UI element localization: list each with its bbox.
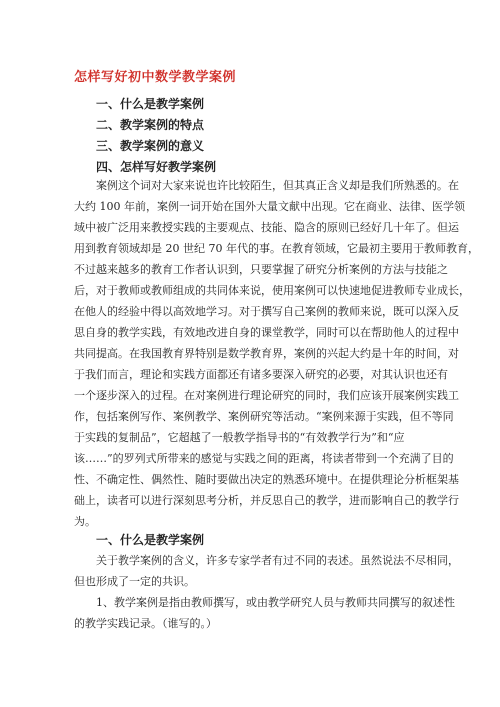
paragraph-line: 但也形成了一定的共识。 [74,575,195,588]
paragraph-line: 1、教学案例是指由教师撰写，或由教学研究人员与教师共同撰写的叙述性 [96,596,455,609]
paragraph-line: 在他人的经验中得以高效地学习。对于撰写自己案例的教师来说，既可以深入反 [74,305,459,318]
paragraph-line: 为。 [74,515,96,528]
paragraph-line: 于我们而言，理论和实践方面都还有诸多要深入研究的必要，对其认识也还有 [74,368,448,381]
paragraph-line: 于实践的复制品”，它超越了一般教学指导书的“有效教学行为”和“应 [74,431,405,444]
toc-item: 二、教学案例的特点 [96,118,205,132]
paragraph-line: 的教学实践记录。（谁写的。） [74,617,217,630]
paragraph-line: 共同提高。在我国教育界特别是数学教育界，案例的兴起大约是十年的时间，对 [74,347,459,360]
paragraph-line: 大约 100 年前，案例一词开始在国外大量文献中出现。它在商业、法律、医学领 [74,200,465,213]
toc-item: 三、教学案例的意义 [96,139,205,153]
table-of-contents [96,94,396,178]
paragraph-line: 一个逐步深入的过程。在对案例进行理论研究的同时，我们应该开展案例实践工 [74,389,459,402]
body-paragraph [74,175,479,532]
paragraph-line: 关于教学案例的含义，许多专家学者有过不同的表述。虽然说法不尽相同， [96,554,459,567]
paragraph-line: 不过越来越多的教育工作者认识到，只要掌握了研究分析案例的方法与技能之 [74,263,448,276]
section-heading: 一、什么是教学案例 [96,533,205,547]
toc-item: 一、什么是教学案例 [96,97,205,111]
paragraph-line: 思自身的教学实践，有效地改进自身的课堂教学，同时可以在帮助他人的过程中 [74,326,459,339]
paragraph-line: 性、不确定性、偶然性、随时要做出决定的熟悉环境中。在提供理论分析框架基 [74,473,459,486]
paragraph-line: 用到教育领域却是 20 世纪 70 年代的事。在教育领域，它最初主要用于教师教育， [74,242,479,255]
toc-item: 四、怎样写好教学案例 [96,160,217,174]
document-title: 怎样写好初中数学教学案例 [74,70,237,85]
paragraph-line: 域中被广泛用来教授实践的主要观点、技能、隐含的原则已经好几十年了。但运 [74,221,459,234]
paragraph-line: 案例这个词对大家来说也许比较陌生，但其真正含义却是我们所熟悉的。在 [96,179,459,192]
section-body [74,550,459,634]
paragraph-line: 作，包括案例写作、案例教学、案例研究等活动。“案例来源于实践，但不等同 [74,410,454,423]
paragraph-line: 该……”的罗列式所带来的感觉与实践之间的距离，将读者带到一个充满了目的 [74,452,454,465]
paragraph-line: 后，对于教师或教师组成的共同体来说，使用案例可以快速地促进教师专业成长， [74,284,470,297]
paragraph-line: 础上，读者可以进行深刻思考分析，并反思自己的教学，进而影响自己的教学行 [74,494,459,507]
